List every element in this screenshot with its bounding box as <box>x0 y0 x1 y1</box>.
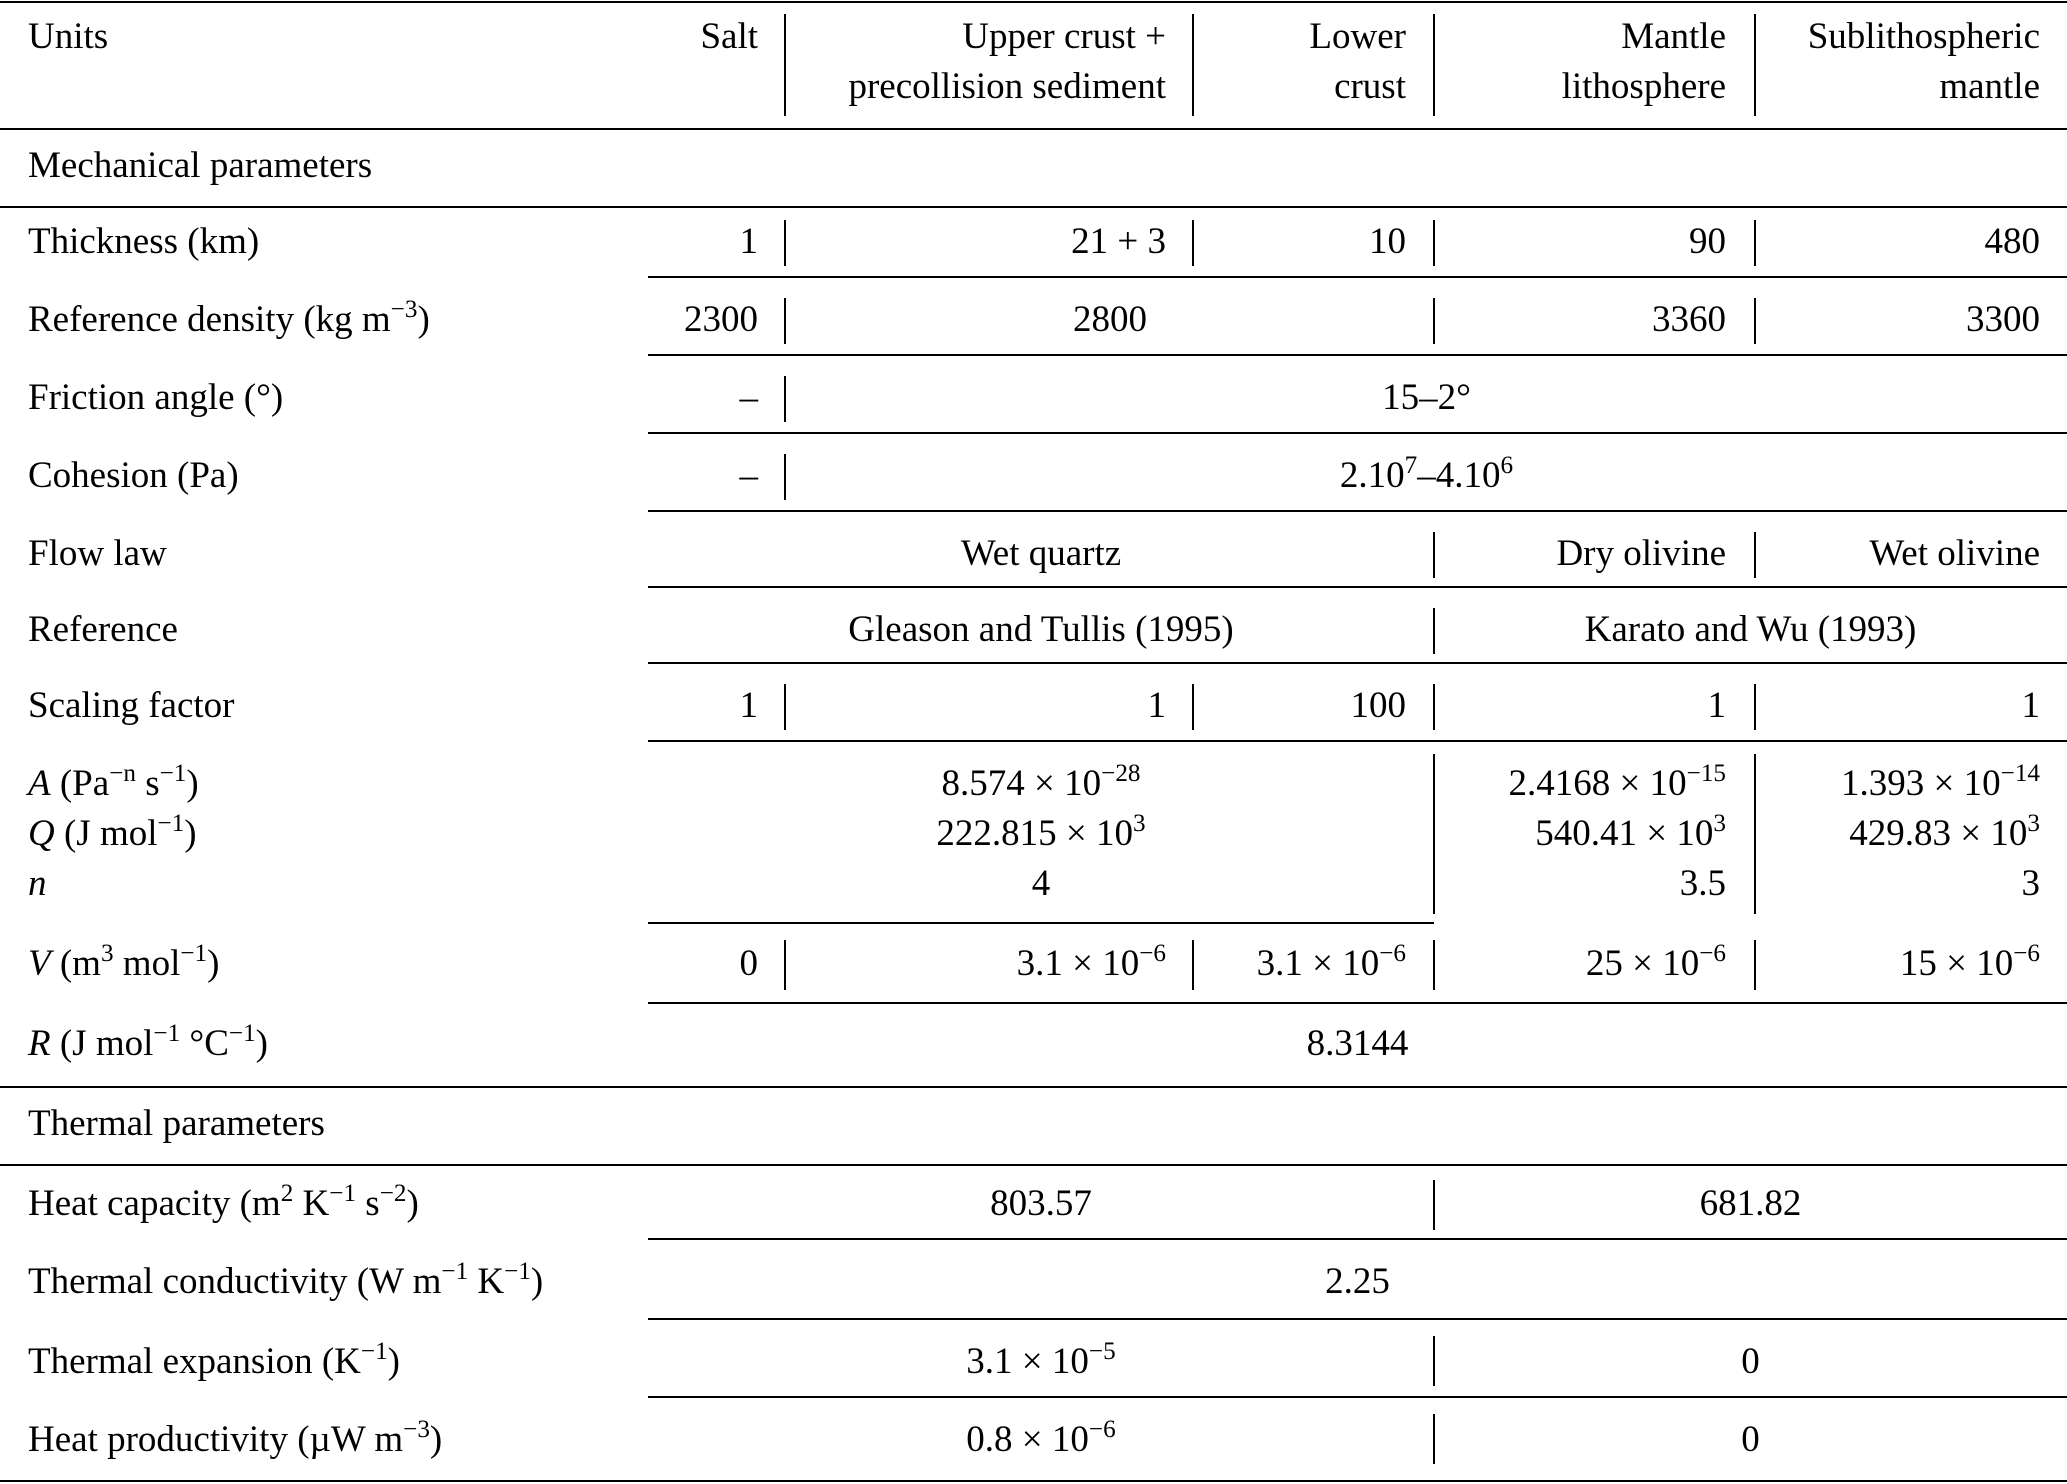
rule-bottom <box>0 1480 2067 1482</box>
col-sep <box>784 940 786 990</box>
col-sep <box>1433 220 1435 266</box>
scaling-mantle: 1 <box>1707 685 1726 726</box>
scaling-lower: 100 <box>1350 685 1406 726</box>
row-label-R: R (J mol$^{-1}$ $^\circ C^{-1}$) <box>28 1020 268 1064</box>
col-sep <box>1192 220 1194 266</box>
col-sep <box>1433 14 1435 116</box>
row-label-A: A ($Pa^{-n}$ $s^{-1}$) <box>28 760 199 804</box>
density-mantle: 3360 <box>1652 299 1726 340</box>
col-sep <box>784 220 786 266</box>
rule-sep <box>648 354 2067 356</box>
density-crust: 2800 <box>1073 299 1147 340</box>
row-label-flow-law: Flow law <box>28 533 167 574</box>
col-sep <box>1433 684 1435 730</box>
V-upper: $3.1 \times 10^{-6}$ <box>1016 940 1166 984</box>
col-sep <box>1754 220 1756 266</box>
row-label-heat-capacity: Heat capacity ($m^2$ $K^{-1}$ $s^{-2}$) <box>28 1180 419 1224</box>
rule-sep <box>648 662 2067 664</box>
expansion-mantle: 0 <box>1741 1341 1760 1382</box>
section-mechanical: Mechanical parameters <box>28 145 373 186</box>
header-lower-crust-2: crust <box>1334 66 1406 107</box>
rule-sep <box>648 740 1434 742</box>
col-sep <box>1754 14 1756 116</box>
col-sep <box>1754 684 1756 730</box>
col-sep <box>1192 14 1194 116</box>
rule-sep <box>1434 740 2067 742</box>
thickness-salt: 1 <box>739 221 758 262</box>
header-lower-crust-1: Lower <box>1309 16 1406 57</box>
V-salt: 0 <box>739 943 758 984</box>
thickness-sublith: 480 <box>1984 221 2040 262</box>
scaling-upper: 1 <box>1147 685 1166 726</box>
Q-crust: $222.815 \times 10^3$ <box>936 810 1146 854</box>
flow-law-crust: Wet quartz <box>960 533 1122 574</box>
col-sep <box>1754 940 1756 990</box>
Q-mantle: $540.41 \times 10^3$ <box>1535 810 1726 854</box>
col-sep <box>1192 684 1194 730</box>
productivity-crust: $0.8 \times 10^{-6}$ <box>966 1416 1116 1460</box>
thickness-mantle: 90 <box>1689 221 1726 262</box>
col-sep <box>1754 298 1756 344</box>
header-sublith-2: mantle <box>1939 66 2040 107</box>
cohesion-value: 2.10$^7$–4.10$^6$ <box>1339 452 1514 496</box>
row-label-conductivity: Thermal conductivity (W $m^{-1}$ $K^{-1}$) <box>28 1258 544 1302</box>
col-sep <box>1433 940 1435 990</box>
R-value: 8.3144 <box>1306 1023 1409 1064</box>
heat-capacity-crust: 803.57 <box>990 1183 1092 1224</box>
density-sublith: 3300 <box>1966 299 2040 340</box>
rule-sep <box>648 432 2067 434</box>
thickness-upper: 21 + 3 <box>1071 221 1166 262</box>
friction-value: 15–2° <box>1382 377 1471 418</box>
n-sublith: 3 <box>2021 863 2040 904</box>
rule-top <box>0 1 2067 3</box>
productivity-mantle: 0 <box>1741 1419 1760 1460</box>
header-upper-crust-1: Upper crust + <box>962 16 1166 57</box>
col-sep <box>1192 940 1194 990</box>
rule-header-bottom <box>0 128 2067 130</box>
A-sublith: $1.393 \times 10^{-14}$ <box>1841 760 2040 804</box>
thickness-lower: 10 <box>1369 221 1406 262</box>
A-crust: $8.574 \times 10^{-28}$ <box>941 760 1141 804</box>
row-label-thickness: Thickness (km) <box>28 221 260 262</box>
col-sep <box>784 14 786 116</box>
row-label-expansion: Thermal expansion $(K^{-1})$ <box>28 1338 400 1382</box>
row-label-productivity: Heat productivity (µW $m^{-3}$) <box>28 1416 443 1460</box>
rule-sep <box>648 586 2067 588</box>
row-label-scaling: Scaling factor <box>28 685 235 726</box>
header-upper-crust-2: precollision sediment <box>848 66 1166 107</box>
col-sep <box>784 684 786 730</box>
V-lower: $3.1 \times 10^{-6}$ <box>1256 940 1406 984</box>
rule-thermal-bottom <box>0 1164 2067 1166</box>
rule-mechanical-end <box>0 1086 2067 1088</box>
density-salt: 2300 <box>684 299 758 340</box>
header-mantle-lith-1: Mantle <box>1621 16 1726 57</box>
friction-salt: – <box>739 377 758 418</box>
header-salt: Salt <box>700 16 758 57</box>
V-mantle: $25 \times 10^{-6}$ <box>1585 940 1726 984</box>
rule-sep <box>648 276 2067 278</box>
rule-sep <box>648 922 1434 924</box>
expansion-crust: $3.1 \times 10^{-5}$ <box>966 1338 1116 1382</box>
row-label-n: n <box>28 863 47 904</box>
reference-mantle: Karato and Wu (1993) <box>1584 609 1917 650</box>
A-mantle: $2.4168 \times 10^{-15}$ <box>1508 760 1726 804</box>
row-label-density: Reference density (kg $m^{-3}$) <box>28 296 430 340</box>
V-sublith: $15 \times 10^{-6}$ <box>1899 940 2040 984</box>
col-sep <box>1754 754 1756 914</box>
rule-sep <box>648 1238 2067 1240</box>
header-sublith-1: Sublithospheric <box>1807 16 2040 57</box>
reference-crust: Gleason and Tullis (1995) <box>848 609 1234 650</box>
row-label-cohesion: Cohesion (Pa) <box>28 455 239 496</box>
header-units: Units <box>28 16 109 57</box>
conductivity-value: 2.25 <box>1325 1261 1390 1302</box>
section-thermal: Thermal parameters <box>28 1103 325 1144</box>
rule-sep <box>648 1396 2067 1398</box>
scaling-sublith: 1 <box>2021 685 2040 726</box>
rule-sep <box>648 510 2067 512</box>
rule-mechanical-bottom <box>0 206 2067 208</box>
row-label-Q: Q (J mol$^{-1}$) <box>28 810 197 854</box>
rule-sep <box>648 1002 2067 1004</box>
scaling-salt: 1 <box>739 685 758 726</box>
Q-sublith: $429.83 \times 10^3$ <box>1849 810 2040 854</box>
col-sep <box>1754 532 1756 578</box>
n-crust: 4 <box>1031 863 1051 904</box>
header-mantle-lith-2: lithosphere <box>1561 66 1726 107</box>
flow-law-mantle: Dry olivine <box>1556 533 1726 574</box>
row-label-friction: Friction angle (°) <box>28 377 284 418</box>
n-mantle: 3.5 <box>1679 863 1726 904</box>
cohesion-salt: – <box>739 455 758 496</box>
row-label-reference: Reference <box>28 609 178 650</box>
row-label-V: V ($m^3$ mol$^{-1}$) <box>28 940 220 984</box>
rule-sep <box>648 1318 2067 1320</box>
flow-law-sublith: Wet olivine <box>1869 533 2040 574</box>
heat-capacity-mantle: 681.82 <box>1699 1183 1802 1224</box>
